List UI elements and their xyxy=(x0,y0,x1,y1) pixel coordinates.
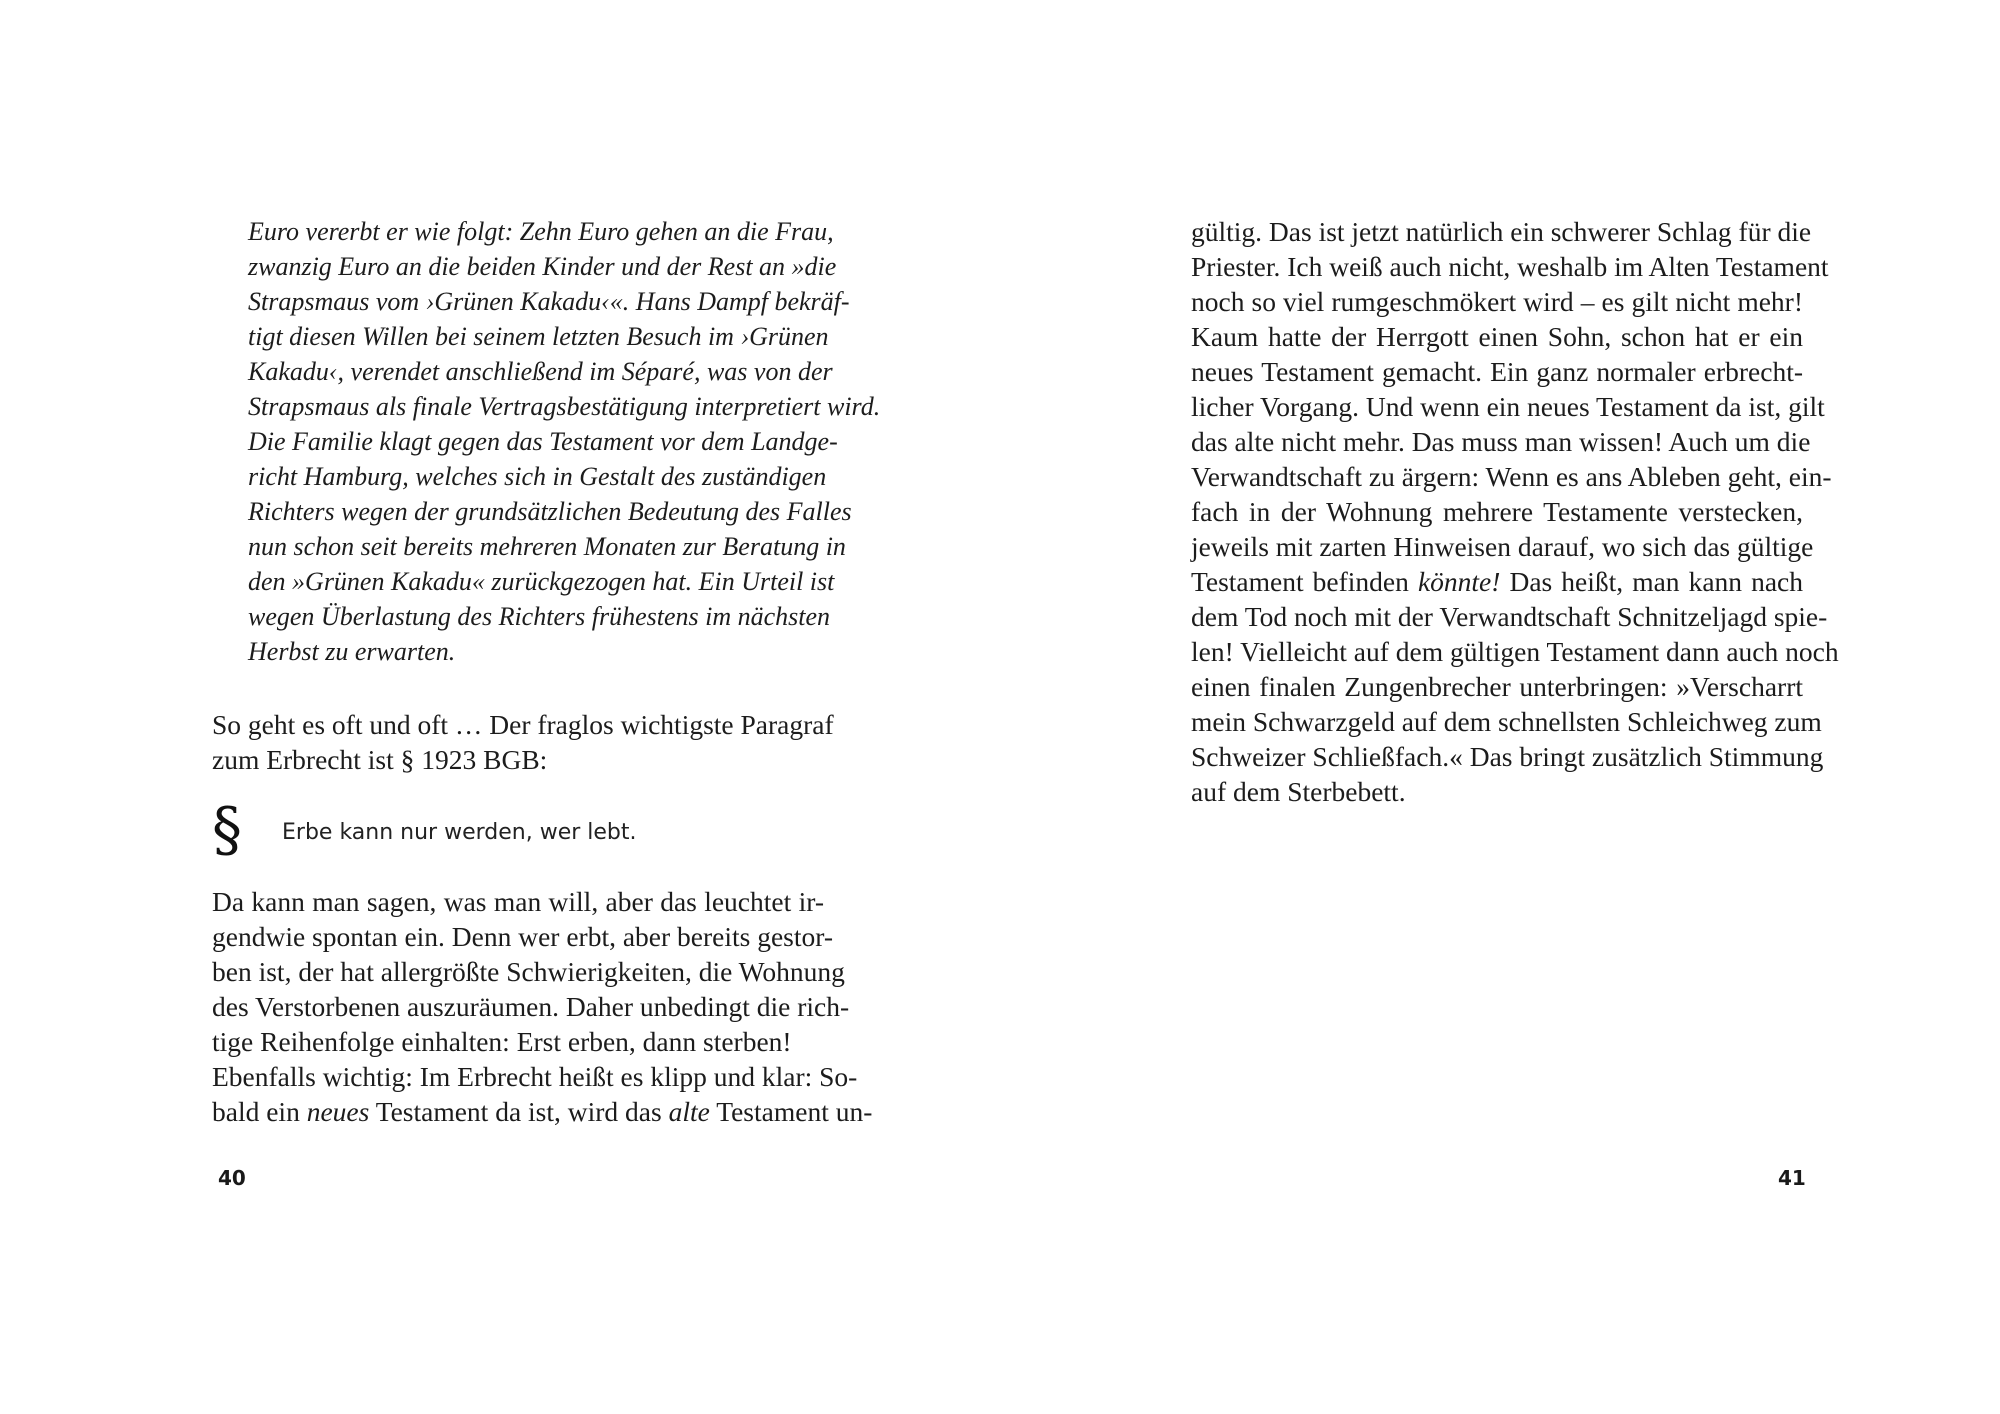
text-line: len! Vielleicht auf dem gültigen Testament dann auch noch xyxy=(1191,636,1839,667)
text-run: Testament da ist, wird das xyxy=(369,1096,669,1127)
quote-line: wegen Überlastung des Richters frühestens im nächsten xyxy=(248,602,831,631)
emphasis: neues xyxy=(306,1096,370,1127)
text-line: jeweils mit zarten Hinweisen darauf, wo sich das gültige xyxy=(1191,531,1814,562)
text-run: Testament un- xyxy=(709,1096,873,1127)
quote-line: Herbst zu erwarten. xyxy=(248,637,456,666)
text-line xyxy=(1191,564,1803,599)
quote-line: Strapsmaus vom ›Grünen Kakadu‹«. Hans Dampf bekräf- xyxy=(248,287,850,316)
text-line: neues Testament gemacht. Ein ganz normaler erbrecht- xyxy=(1191,356,1803,387)
text-line: gültig. Das ist jetzt natürlich ein schwerer Schlag für die xyxy=(1191,216,1812,247)
page-number: 41 xyxy=(1778,1166,1806,1190)
emphasis: könnte! xyxy=(1417,566,1501,597)
text-line: tige Reihenfolge einhalten: Erst erben, dann sterben! xyxy=(212,1026,792,1057)
text-line xyxy=(212,1094,873,1129)
text-line: licher Vorgang. Und wenn ein neues Testament da ist, gilt xyxy=(1191,391,1825,422)
paragraph-sign-icon: § xyxy=(212,795,242,865)
text-run: bald ein xyxy=(212,1096,307,1127)
text-line: des Verstorbenen auszuräumen. Daher unbedingt die rich- xyxy=(212,991,850,1022)
law-citation xyxy=(212,795,824,872)
text-run: Testament befinden xyxy=(1191,566,1418,597)
quote-line: Strapsmaus als finale Vertragsbestätigung interpretiert wird. xyxy=(248,392,881,421)
text-line: Priester. Ich weiß auch nicht, weshalb im Alten Testament xyxy=(1191,251,1829,282)
quote-line: Euro vererbt er wie folgt: Zehn Euro gehen an die Frau, xyxy=(248,217,834,246)
text-line: zum Erbrecht ist § 1923 BGB: xyxy=(212,744,548,775)
text-line: Kaum hatte der Herrgott einen Sohn, schon hat er ein xyxy=(1191,321,1803,352)
text-line: das alte nicht mehr. Das muss man wissen! Auch um die xyxy=(1191,426,1811,457)
quote-line: Kakadu‹, verendet anschließend im Séparé, was von der xyxy=(248,357,833,386)
quote-line: richt Hamburg, welches sich in Gestalt des zuständigen xyxy=(248,462,827,491)
quote-line: Die Familie klagt gegen das Testament vor dem Landge- xyxy=(248,427,838,456)
law-text: Erbe kann nur werden, wer lebt. xyxy=(282,820,637,845)
text-line: noch so viel rumgeschmökert wird – es gilt nicht mehr! xyxy=(1191,286,1803,317)
text-line: Da kann man sagen, was man will, aber das leuchtet ir- xyxy=(212,886,824,917)
text-line: dem Tod noch mit der Verwandtschaft Schnitzeljagd spie- xyxy=(1191,601,1828,632)
text-line: Schweizer Schließfach.« Das bringt zusätzlich Stimmung xyxy=(1191,741,1824,772)
text-line: So geht es oft und oft … Der fraglos wichtigste Paragraf xyxy=(212,709,834,740)
text-line: einen finalen Zungenbrecher unterbringen: »Verscharrt xyxy=(1191,671,1803,702)
text-line: Ebenfalls wichtig: Im Erbrecht heißt es klipp und klar: So- xyxy=(212,1061,858,1092)
quote-line: tigt diesen Willen bei seinem letzten Besuch im ›Grünen xyxy=(248,322,829,351)
text-line: gendwie spontan ein. Denn wer erbt, aber bereits gestor- xyxy=(212,921,834,952)
text-line: ben ist, der hat allergrößte Schwierigkeiten, die Wohnung xyxy=(212,956,845,987)
text-line: fach in der Wohnung mehrere Testamente verstecken, xyxy=(1191,496,1803,527)
quote-line: Richters wegen der grundsätzlichen Bedeutung des Falles xyxy=(248,497,852,526)
text-run: Das heißt, man kann nach xyxy=(1500,566,1804,597)
emphasis: alte xyxy=(668,1096,710,1127)
page-number: 40 xyxy=(218,1166,246,1190)
text-line: Verwandtschaft zu ärgern: Wenn es ans Ableben geht, ein- xyxy=(1191,461,1832,492)
text-line: auf dem Sterbebett. xyxy=(1191,776,1406,807)
quote-line: zwanzig Euro an die beiden Kinder und der Rest an »die xyxy=(248,252,837,281)
text-line: mein Schwarzgeld auf dem schnellsten Schleichweg zum xyxy=(1191,706,1822,737)
quote-line: nun schon seit bereits mehreren Monaten zur Beratung in xyxy=(248,532,846,561)
quote-line: den »Grünen Kakadu« zurückgezogen hat. Ein Urteil ist xyxy=(248,567,835,596)
right-page xyxy=(1000,0,2000,1414)
